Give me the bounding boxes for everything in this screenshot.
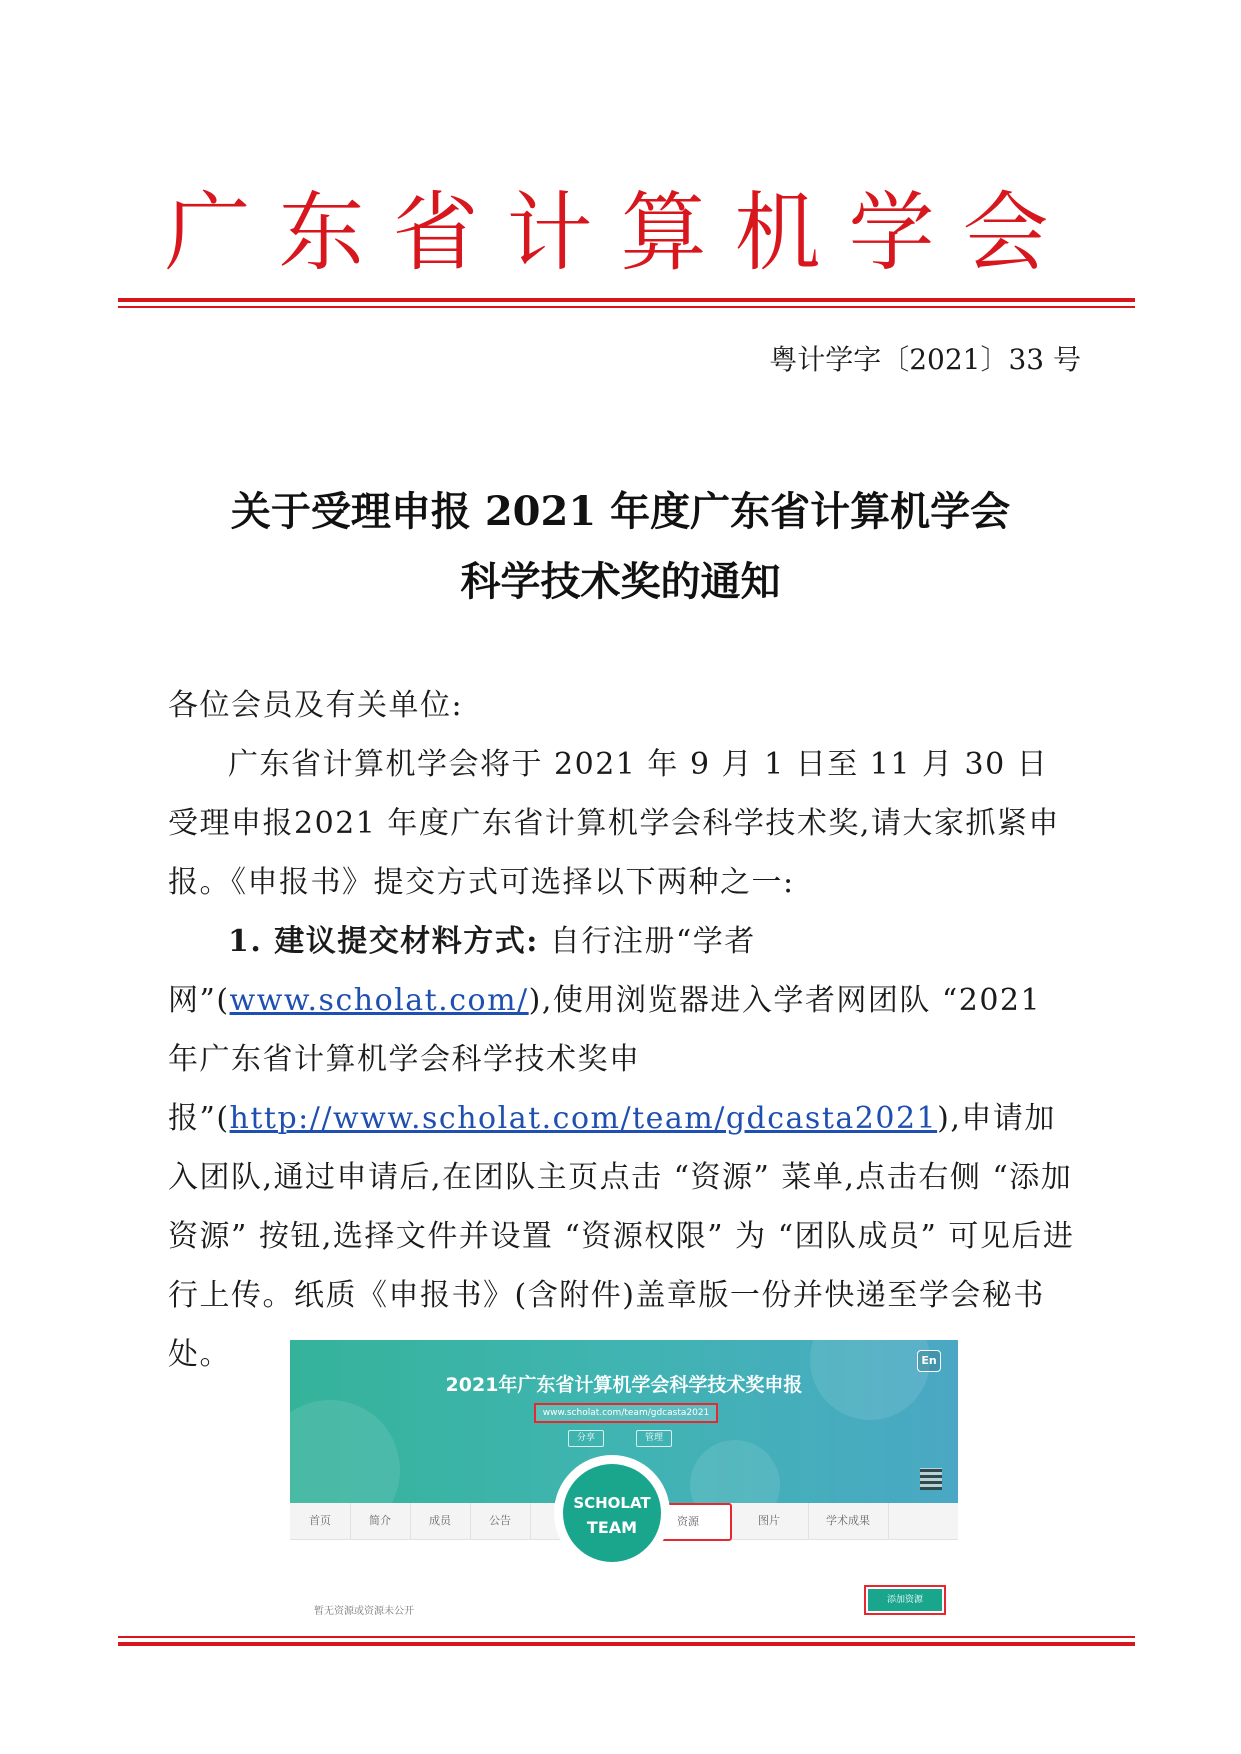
footer-rule-thin	[118, 1636, 1135, 1638]
logo-text-scholat: SCHOLAT	[573, 1494, 651, 1512]
share-button[interactable]: 分享	[568, 1430, 604, 1447]
item-1-text-b: ),使用浏览器进入学者网团队 “2021 年广东省计算机学会科学技术奖申报”(	[168, 983, 1042, 1136]
banner-decoration	[290, 1400, 400, 1503]
nav-item-members[interactable]: 成员	[410, 1503, 471, 1539]
scholat-team-logo	[557, 1458, 667, 1568]
logo-badge	[563, 1464, 661, 1562]
banner-url[interactable]: www.scholat.com/team/gdcasta2021	[534, 1403, 718, 1423]
language-toggle-button[interactable]: En	[917, 1350, 941, 1372]
body-paragraph-1: 广东省计算机学会将于 2021 年 9 月 1 日至 11 月 30 日受理申报2021 年度广东省计算机学会科学技术奖,请大家抓紧申报。《申报书》提交方式可选择以下两种之一:	[168, 747, 1060, 900]
salutation: 各位会员及有关单位:	[168, 688, 464, 723]
nav-item-resources[interactable]: 资源	[644, 1503, 732, 1541]
nav-item-achievements[interactable]: 学术成果	[808, 1503, 889, 1539]
document-number: 粤计学字〔2021〕33 号	[769, 343, 1081, 376]
nav-item-announcements[interactable]: 公告	[470, 1503, 531, 1539]
nav-item-home[interactable]: 首页	[290, 1503, 351, 1539]
footer-rule-thick	[118, 1642, 1135, 1646]
notice-title-line1: 关于受理申报 2021 年度广东省计算机学会	[230, 488, 1011, 535]
nav-item-pictures[interactable]: 图片	[730, 1503, 809, 1539]
banner-decoration	[690, 1440, 780, 1503]
team-page-link[interactable]: http://www.scholat.com/team/gdcasta2021	[229, 1101, 938, 1136]
add-resource-button[interactable]: 添加资源	[868, 1589, 942, 1611]
item-1-label: 1. 建议提交材料方式:	[228, 924, 539, 959]
letterhead-rule-thick	[118, 298, 1135, 302]
banner-title: 2021年广东省计算机学会科学技术奖申报	[445, 1374, 803, 1396]
body-paragraph-2	[168, 912, 1078, 1384]
nav-item-intro[interactable]: 简介	[350, 1503, 411, 1539]
qr-code-icon	[920, 1468, 942, 1490]
empty-resources-message: 暂无资源或资源未公开	[314, 1606, 414, 1617]
logo-text-team: TEAM	[586, 1518, 638, 1537]
manage-button[interactable]: 管理	[636, 1430, 672, 1447]
scholat-home-link[interactable]: www.scholat.com/	[229, 983, 529, 1018]
scholat-team-screenshot	[290, 1340, 958, 1617]
notice-title-line2: 科学技术奖的通知	[460, 558, 781, 605]
item-1-text-c: ),申请加入团队,通过申请后,在团队主页点击 “资源” 菜单,点击右侧 “添加资源” 按钮,选择文件并设置 “资源权限” 为 “团队成员” 可见后进行上传。纸质《申报书》(含附件)盖章版一份并快递至学会秘书处。	[168, 1101, 1075, 1372]
letterhead-rule-thin	[118, 306, 1135, 308]
organization-name: 广东省计算机学会	[164, 183, 1077, 283]
item-1-text-a: 自行注册“学者网”(	[168, 924, 756, 1018]
